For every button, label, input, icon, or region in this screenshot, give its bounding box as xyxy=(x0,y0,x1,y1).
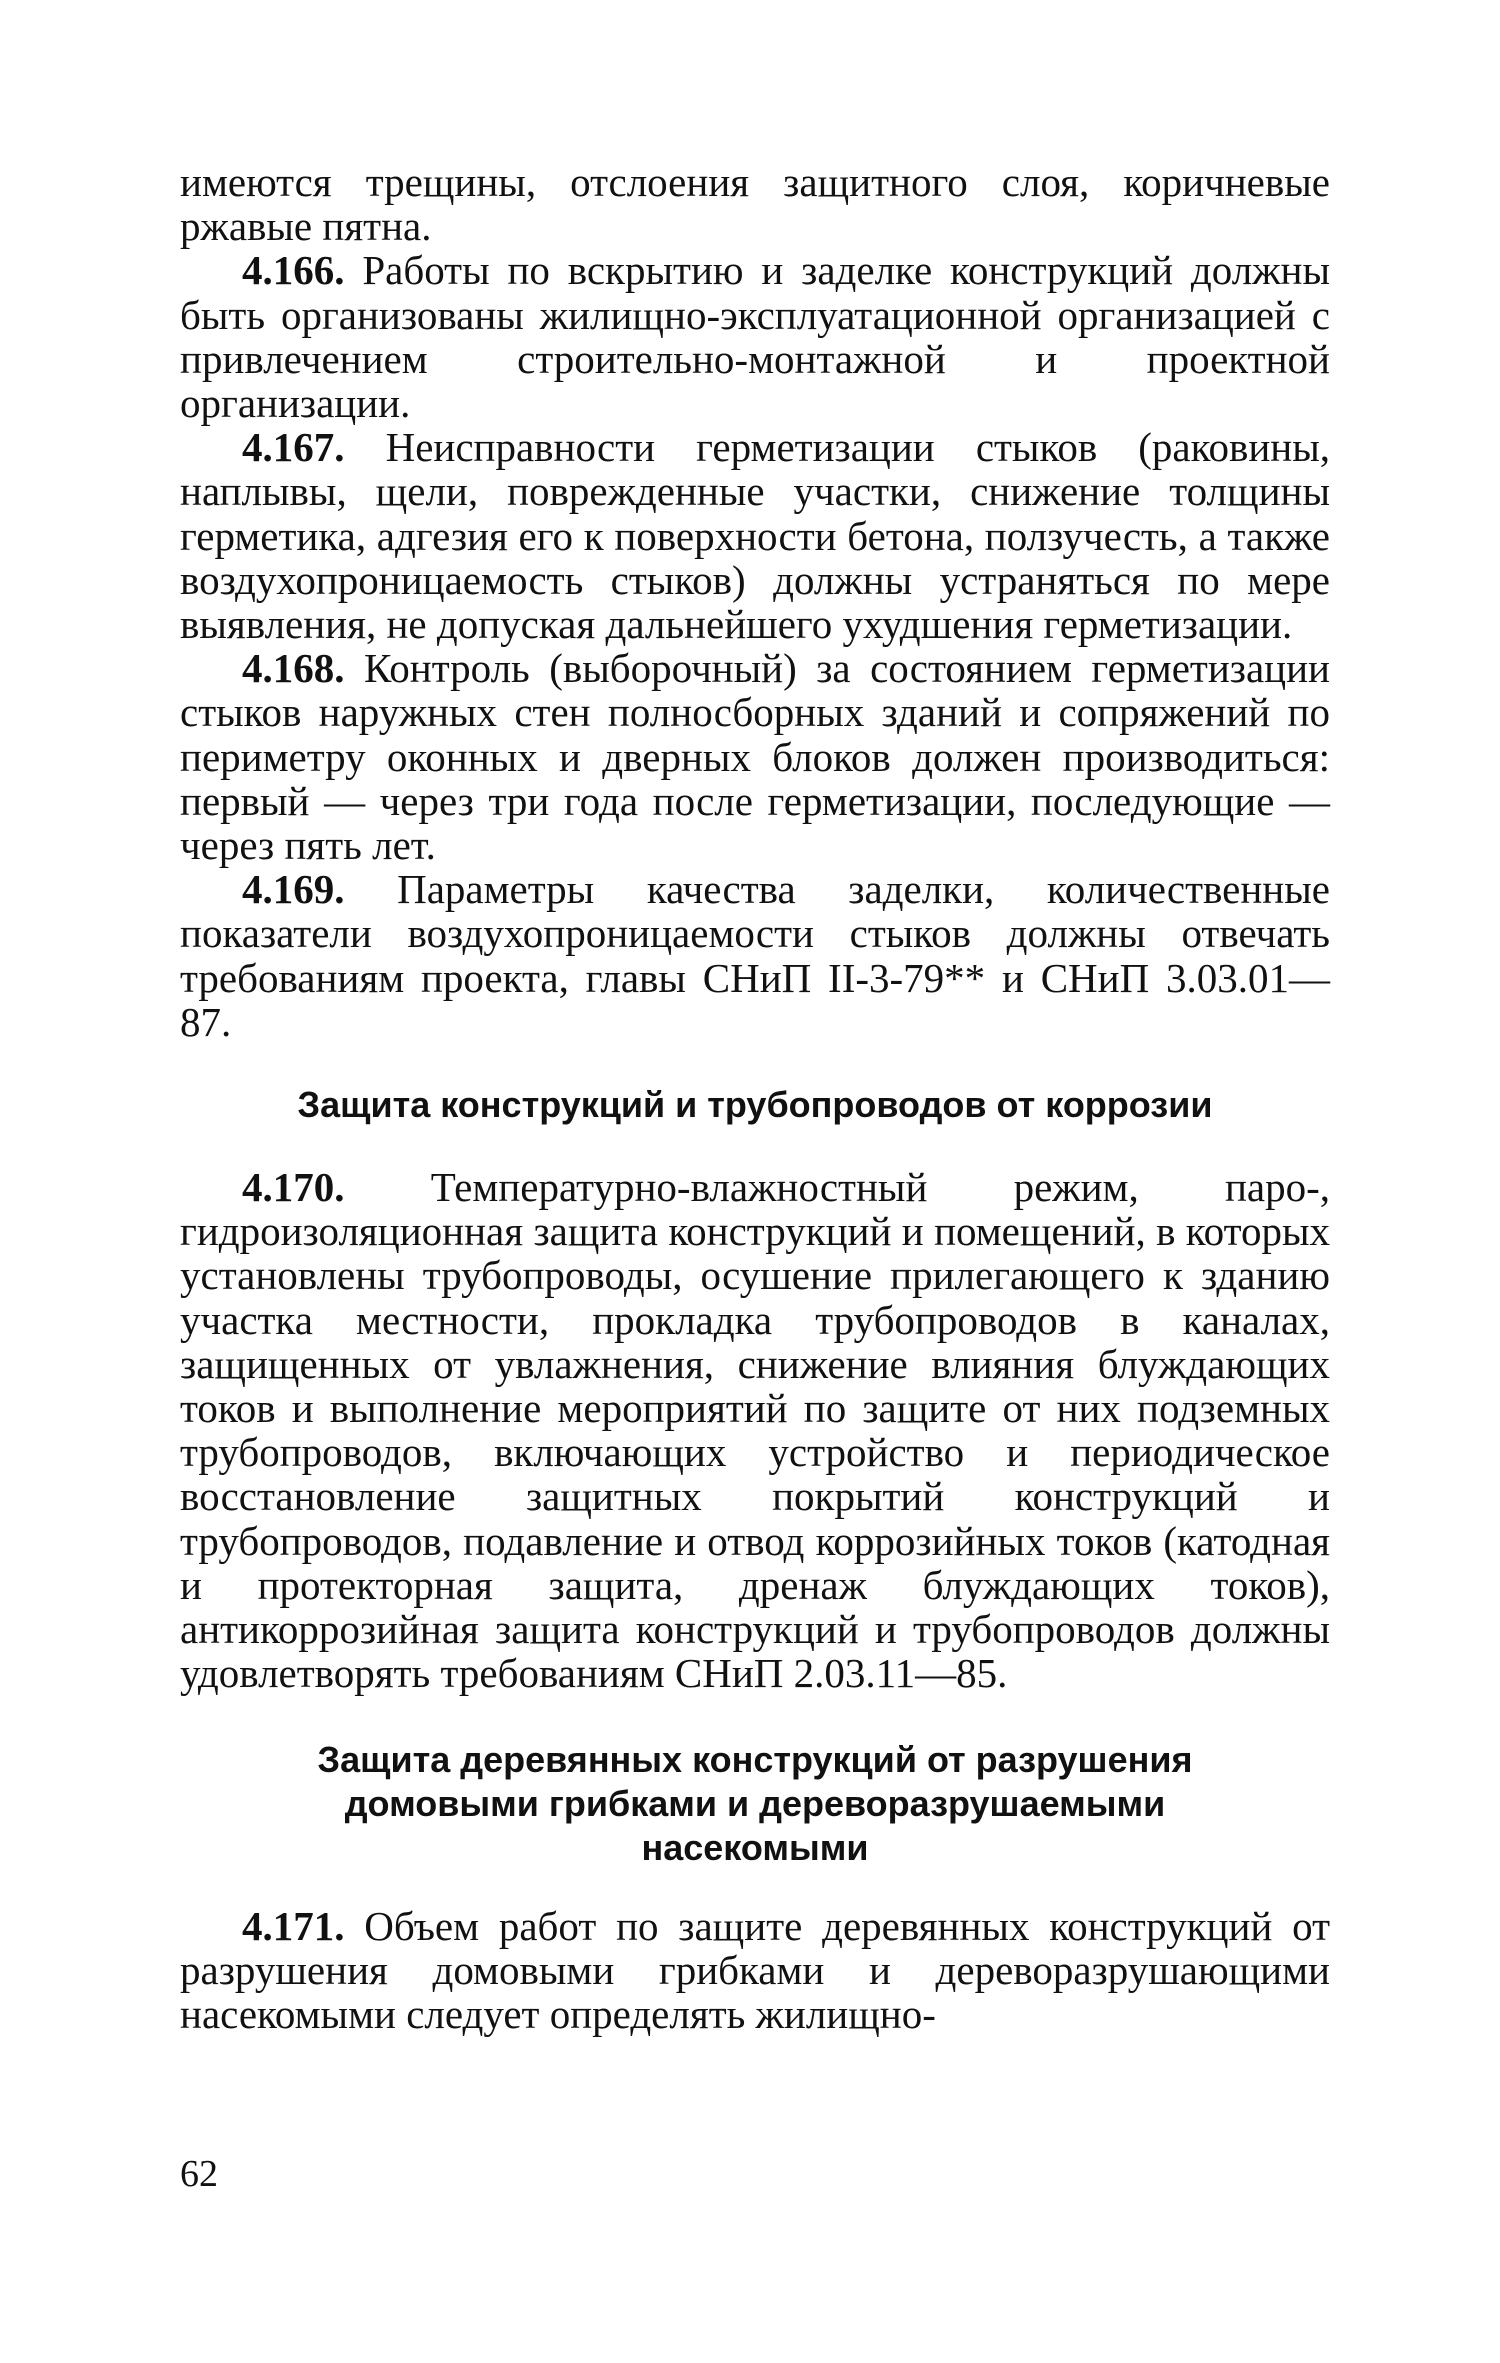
paragraph-text: имеются трещины, отслоения защитного слоя, коричневые ржавые пятна. xyxy=(180,159,1330,250)
body-text xyxy=(180,160,1330,2036)
paragraph-4-167 xyxy=(180,425,1330,646)
paragraph-number: 4.168. xyxy=(242,645,345,692)
paragraph-4-170 xyxy=(180,1165,1330,1695)
paragraph-continuation xyxy=(180,160,1330,248)
paragraph-text: Температурно-влажностный режим, паро-, гидроизоляционная защита конструкций и помещений, в которых установлены трубопроводы, осушение прилегающего к зданию участка местности, прокладка трубопроводов в каналах, защищенных от увлажнения, снижение влияния блуждающих токов и выполнение мероприятий по защите от них подземных трубопроводов, включающих устройство и периодическое восстановление защитных покрытий конструкций и трубопроводов, подавление и отвод коррозийных токов (катодная и протекторная защита, дренаж блуждающих токов), антикоррозийная защита конструкций и трубопроводов должны удовлетворять требованиям СНиП 2.03.11—85. xyxy=(180,1164,1330,1697)
paragraph-number: 4.169. xyxy=(242,866,345,913)
paragraph-4-166 xyxy=(180,248,1330,425)
paragraph-4-171 xyxy=(180,1904,1330,2037)
paragraph-text: Неисправности герметизации стыков (раковины, наплывы, щели, поврежденные участки, снижение толщины герметика, адгезия его к поверхности бетона, ползучесть, а также воздухопроницаемость стыков) должны устраняться по мере выявления, не допуская дальнейшего ухудшения герметизации. xyxy=(180,424,1330,648)
paragraph-4-169 xyxy=(180,867,1330,1044)
paragraph-text: Работы по вскрытию и заделке конструкций должны быть организованы жилищно-эксплуатационной организацией с привлечением строительно-монтажной и проектной организации. xyxy=(180,247,1331,427)
paragraph-number: 4.166. xyxy=(242,247,345,294)
section-heading-wood-protection: Защита деревянных конструкций от разрушения домовыми грибками и дереворазрушаемыми насекомыми xyxy=(317,1738,1193,1868)
paragraph-number: 4.170. xyxy=(242,1164,345,1211)
paragraph-number: 4.167. xyxy=(242,424,345,471)
page-number: 62 xyxy=(180,2153,218,2195)
paragraph-text: Контроль (выборочный) за состоянием герметизации стыков наружных стен полносборных зданий и сопряжений по периметру оконных и дверных блоков должен производиться: первый — через три года после герметизации, последующие — через пять лет. xyxy=(180,645,1331,869)
paragraph-number: 4.171. xyxy=(242,1902,345,1949)
paragraph-text: Объем работ по защите деревянных конструкций от разрушения домовыми грибками и дереворазрушающими насекомыми следует определять жилищно- xyxy=(180,1902,1330,2037)
section-heading-corrosion: Защита конструкций и трубопроводов от коррозии xyxy=(297,1084,1213,1126)
paragraph-text: Параметры качества заделки, количественные показатели воздухопроницаемости стыков должны отвечать требованиям проекта, главы СНиП II-3-79** и СНиП 3.03.01—87. xyxy=(180,866,1330,1045)
paragraph-4-168 xyxy=(180,646,1330,867)
